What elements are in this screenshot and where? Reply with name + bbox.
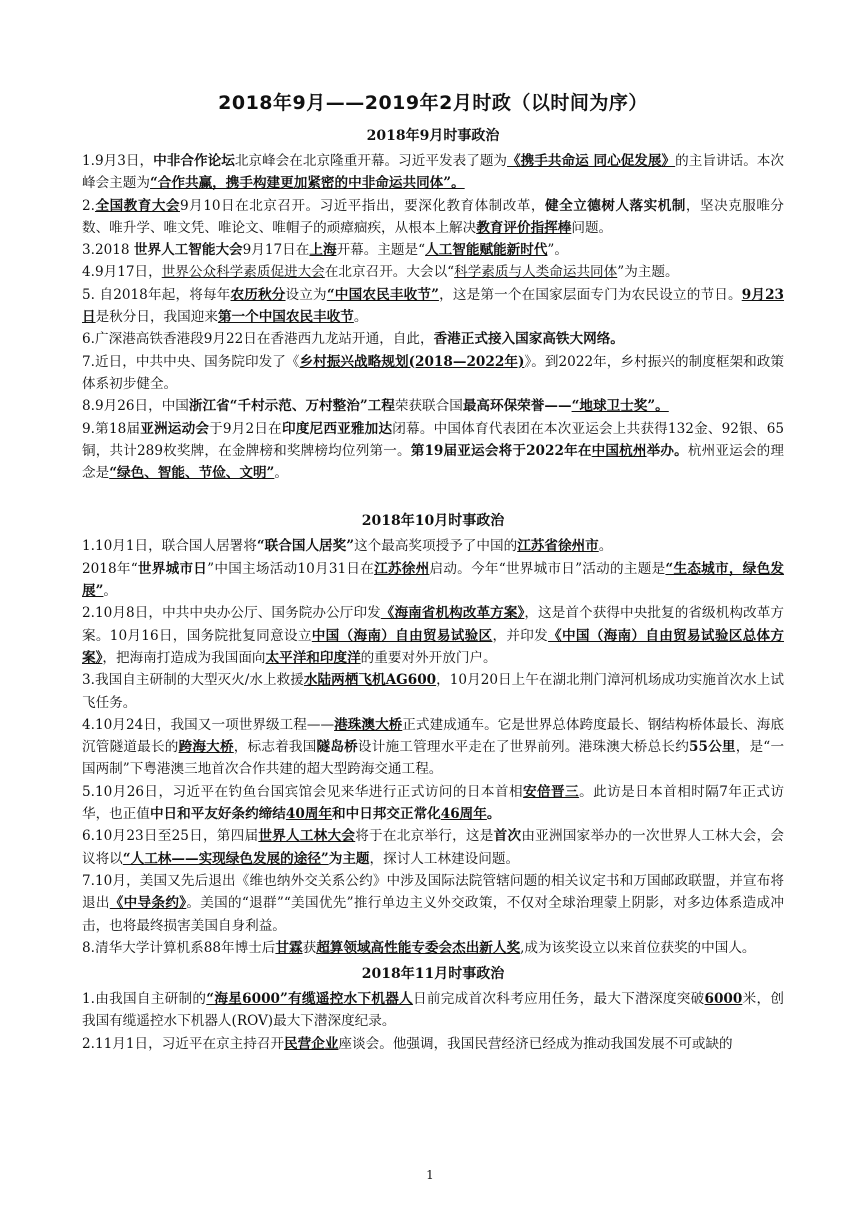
text-run: 闭幕。中国体育代表团在本次亚运会上共获得132金、92银、65铜，共计289枚奖牌，在金牌榜和奖牌榜均位列第一。 (82, 420, 784, 459)
news-item (82, 261, 784, 283)
text-run: 4.10月24日，我国又一项世界级工程—— (82, 716, 335, 733)
text-run: 4.9月17日， (82, 264, 162, 281)
text-run: 座谈会。他强调，我国民营经济已经成为推动我国发展不可或缺的 (338, 1035, 733, 1052)
text-run: 于9月2日在 (209, 420, 282, 437)
text-run: 问题。 (571, 219, 613, 236)
news-item (82, 937, 784, 959)
text-run: 印度尼西亚雅加达 (281, 420, 393, 437)
text-run: 40周年 (285, 806, 333, 823)
text-run: 最高环保荣誉—— (462, 398, 572, 415)
text-run: 香港正式接入国家高铁大网络。 (433, 331, 624, 348)
text-run: 由亚洲国家举办的一次世界人工林大会，会议将以 (82, 828, 785, 867)
text-run: 米，创我国有缆遥控水下机器人(ROV)最大下潜深度纪录。 (82, 991, 784, 1030)
text-run: 的重要对外开放门户。 (360, 649, 497, 666)
text-run: 乡村振兴战略规划(2018—2022年) (299, 353, 525, 370)
text-run: 北京峰会在北京隆重开幕。习近平发表了题为 (234, 153, 508, 169)
text-run: 《携手共命运 同心促发展》 (507, 153, 676, 169)
text-run: ，是“一国两制”下粤港澳三地首次合作共建的超大型跨海交通工程。 (82, 739, 785, 778)
text-run: 上海 (309, 242, 337, 259)
section-items (82, 988, 784, 1055)
text-run: 的主旨讲话。本次峰会主题为 (82, 153, 785, 192)
text-run: 9月10日在北京召开。习近平指出，要深化教育体制改革， (180, 197, 546, 214)
text-run: 9月17日在 (242, 242, 310, 259)
text-run: “中国农民丰收节” (326, 286, 439, 303)
text-run: ，探讨人工林建设问题。 (369, 850, 520, 867)
text-run: 1.由我国自主研制的 (82, 991, 207, 1008)
news-item (82, 1033, 784, 1055)
text-run: 7.10月，美国又先后退出《维也纳外交关系公约》中涉及国际法院管辖问题的相关议定书和万国邮政联盟，并宣布将退出 (82, 872, 784, 912)
text-run: 超算领域高性能专委会杰出新人奖 (316, 939, 521, 956)
text-run: 。美国的“退群”“美国优先”推行单边主义外交政策，不仅对全球治理蒙上阴影，对多边体系造成冲击，也将最终损害美国自身利益。 (82, 895, 785, 934)
text-run: 获 (302, 939, 317, 956)
text-run: 举办。 (646, 442, 688, 459)
text-run: 是秋分日，我国迎来 (95, 309, 218, 326)
text-run: 5. 自2018年起，将每年 (82, 286, 231, 303)
text-run: ，并印发 (492, 627, 549, 644)
text-run: 浙江省“千村示范、万村整治”工程 (188, 398, 395, 415)
text-run: ，坚决克服唯分数、唯升学、唯文凭、唯论文、唯帽子的顽瘴痼疾，从根本上解决 (82, 197, 785, 236)
text-run: ”中国主场活动10月31日在 (207, 560, 375, 577)
text-run: 科学素质与人类命运共同体 (454, 264, 618, 281)
text-run: 第一个中国农民丰收节 (217, 309, 354, 326)
text-run: 。 (103, 583, 118, 600)
text-run: 跨海大桥 (178, 739, 234, 756)
text-run: 健全立德树人落实机制 (545, 197, 686, 214)
text-run: 荣获联合国 (394, 398, 463, 415)
text-run: ，把海南打造成为我国面向 (102, 649, 266, 666)
text-run: 。 (274, 465, 288, 482)
text-run: 江苏徐州 (374, 560, 430, 577)
text-run: 中国杭州 (591, 442, 647, 459)
text-run: “人工林——实现绿色发展的途径” (122, 850, 329, 867)
text-run: 3.2018 (82, 242, 134, 259)
text-run: 7.近日，中共中央、国务院印发了《 (82, 353, 300, 370)
text-run: 。 (353, 309, 368, 326)
text-run: 3.我国自主研制的大型灭火/水上救援 (82, 672, 304, 689)
news-item (82, 669, 784, 714)
section-october (82, 510, 784, 959)
text-run: 和中日邦交正常化 (332, 806, 441, 823)
news-item (82, 535, 784, 557)
text-run: 中国（海南）自由贸易试验区 (311, 627, 493, 644)
text-run: ，这是首个获得中央批复的省级机构改革方案。10月16日，国务院批复同意设立 (82, 605, 785, 644)
text-run: 江苏省徐州市 (517, 538, 599, 555)
text-run: 亚洲运动会 (140, 420, 210, 437)
news-item (82, 870, 784, 937)
text-run: 46周年 (440, 806, 487, 823)
text-run: “地球卫士奖”。 (571, 398, 669, 415)
text-run: 6.广深港高铁香港段9月22日在香港西九龙站开通，自此， (82, 331, 434, 348)
text-run: “合作共赢，携手构建更加紧密的中非命运共同体”。 (149, 175, 465, 192)
news-item (82, 150, 784, 195)
text-run: 全国教育大会 (94, 197, 180, 214)
news-item (82, 284, 784, 329)
text-run: 世界人工林大会 (258, 828, 356, 845)
text-run: 2018年“ (82, 560, 138, 577)
text-run: 安倍晋三 (522, 783, 580, 800)
page-number: 1 (426, 1168, 434, 1182)
text-run: 中非合作论坛 (153, 153, 235, 169)
text-run: 。此访是日本首相时隔7年正式访华，也正值 (82, 783, 785, 823)
text-run: 第19届亚运会将于2022年在 (410, 442, 592, 459)
text-run: 中日和平友好条约缔结 (149, 806, 286, 823)
section-september (82, 125, 784, 484)
text-run: 港珠澳大桥 (334, 716, 403, 733)
section-gap (82, 484, 784, 506)
text-run: “绿色、智能、节俭、文明” (109, 465, 275, 482)
text-run: ，标志着我国 (233, 739, 317, 756)
text-run: 民营企业 (284, 1035, 339, 1052)
text-run: 9月23日 (82, 286, 785, 326)
text-run: ,成为该奖设立以来首位获奖的中国人。 (520, 939, 756, 956)
section-heading: 2018年10月时事政治 (361, 513, 505, 530)
text-run: 1.9月3日， (82, 153, 154, 169)
text-run: 杭州亚运会的理念是 (82, 442, 785, 482)
text-run: 太平洋和印度洋 (265, 649, 361, 666)
news-item (82, 195, 784, 240)
news-item (82, 825, 784, 870)
text-run: “联合国人居奖” (256, 538, 355, 555)
text-run: 2. (82, 197, 95, 214)
news-item (82, 351, 784, 396)
section-november (82, 963, 784, 1055)
text-run: 1.10月1日，联合国人居署将 (82, 538, 257, 555)
text-run: ”。 (547, 242, 568, 259)
news-item (82, 395, 784, 417)
text-run: 《海南省机构改革方案》 (380, 605, 525, 622)
text-run: 6.10月23日至25日，第四届 (82, 828, 259, 845)
text-run: 2.11月1日，习近平在京主持召开 (82, 1035, 285, 1052)
text-run: 水陆两栖飞机AG600 (303, 672, 437, 689)
text-run: 农历秋分 (230, 286, 286, 303)
news-item (82, 602, 784, 669)
text-run: 正式建成通车。它是世界总体跨度最长、钢结构桥体最长、海底沉管隧道最长的 (82, 716, 785, 756)
section-heading: 2018年9月时事政治 (366, 128, 500, 144)
text-run: “海星6000”有缆遥控水下机器人 (206, 991, 414, 1008)
text-run: 世界公众科学素质促进大会 (161, 264, 325, 281)
text-run: 设计施工管理水平走在了世界前列。港珠澳大桥总长约 (357, 739, 689, 756)
text-run: 2.10月8日，中共中央办公厅、国务院办公厅印发 (82, 605, 381, 622)
news-item (82, 781, 784, 826)
text-run: 。 (598, 538, 613, 555)
text-run: 这个最高奖项授予了中国的 (354, 538, 518, 555)
section-heading: 2018年11月时事政治 (361, 966, 505, 983)
news-item (82, 239, 784, 261)
text-run: 世界人工智能大会 (133, 242, 243, 259)
text-run: ，这是第一个在国家层面专门为农民设立的节日。 (438, 286, 742, 303)
text-run: ，10月20日上午在湖北荆门漳河机场成功实施首次水上试飞任务。 (82, 672, 784, 711)
section-items (82, 150, 784, 484)
news-item (82, 418, 784, 485)
page-title: 2018年9月——2019年2月时政（以时间为序） (218, 92, 648, 114)
text-run: 开幕。主题是“ (336, 242, 426, 259)
text-run: “生态城市，绿色发展” (82, 560, 785, 600)
text-run: 》。到2022年，乡村振兴的制度框架和政策体系初步健全。 (82, 353, 784, 392)
news-item (82, 558, 784, 603)
news-item (82, 714, 784, 781)
text-run: 首次 (493, 828, 522, 845)
text-run: 设立为 (285, 286, 327, 303)
text-run: 。 (486, 806, 501, 823)
text-run: 5.10月26日，习近平在钓鱼台国宾馆会见来华进行正式访问的日本首相 (82, 783, 523, 800)
text-run: 甘霖 (275, 939, 303, 956)
text-run: 启动。今年“世界城市日”活动的主题是 (429, 560, 666, 577)
news-item (82, 328, 784, 350)
text-run: 8.清华大学计算机系88年博士后 (82, 939, 276, 956)
text-run: 世界城市日 (137, 560, 208, 577)
text-run: 《中导条约》 (109, 895, 187, 912)
text-run: 为主题 (328, 850, 370, 867)
text-run: 9.第18届 (82, 420, 141, 437)
text-run: 隧岛桥 (316, 739, 358, 756)
text-run: 6000 (704, 991, 743, 1008)
text-run: 《中国（海南）自由贸易试验区总体方案》 (82, 627, 785, 666)
news-item (82, 988, 784, 1033)
text-run: 55公里 (689, 739, 736, 756)
text-run: ”为主题。 (617, 264, 679, 281)
text-run: 人工智能赋能新时代 (425, 242, 548, 259)
text-run: 日前完成首次科考应用任务，最大下潜深度突破 (413, 991, 705, 1008)
text-run: 将于在北京举行，这是 (355, 828, 494, 845)
text-run: 在北京召开。大会以“ (324, 264, 455, 281)
section-items (82, 535, 784, 959)
text-run: 8.9月26日，中国 (82, 398, 189, 415)
text-run: 教育评价指挥棒 (476, 219, 572, 236)
